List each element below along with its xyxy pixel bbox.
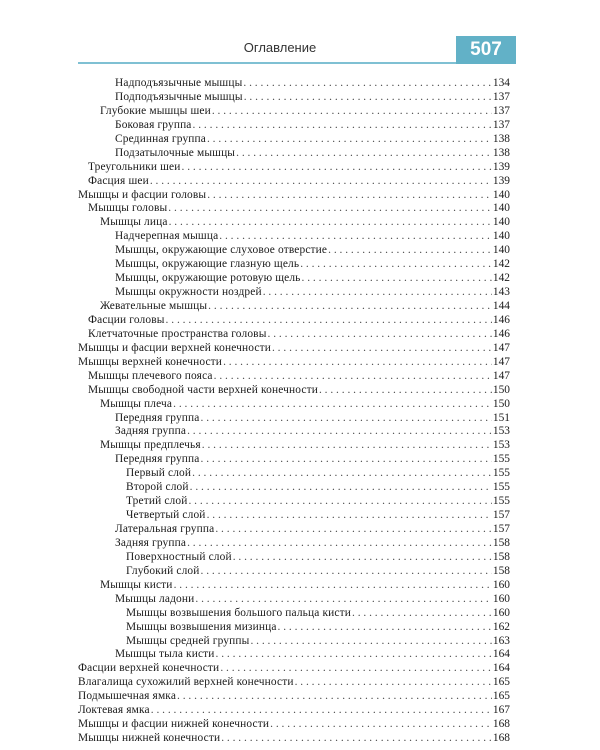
toc-entry-title: Мышцы окружности ноздрей (115, 286, 262, 299)
toc-entry-page: 142 (492, 258, 510, 271)
dot-leader (169, 216, 492, 230)
toc-entry (78, 119, 510, 133)
toc-entry (78, 467, 510, 481)
toc-entry-page: 150 (492, 383, 510, 396)
toc-entry (78, 356, 510, 370)
dot-leader (190, 481, 492, 495)
toc-entry-page: 155 (492, 481, 510, 494)
dot-leader (221, 732, 492, 746)
toc-entry (78, 523, 510, 537)
toc-entry-page: 153 (492, 425, 510, 438)
toc-entry (78, 384, 510, 398)
toc-entry-title: Влагалища сухожилий верхней конечности (78, 676, 294, 689)
toc-entry-page: 139 (492, 174, 510, 187)
toc-entry (78, 495, 510, 509)
toc-entry (78, 216, 510, 230)
toc-entry-title: Срединная группа (115, 132, 206, 145)
dot-leader (207, 189, 492, 203)
toc-entry-title: Передняя группа (115, 411, 200, 424)
page-header (0, 0, 600, 70)
page-number: 507 (456, 36, 516, 64)
toc-entry-title: Жевательные мышцы (100, 300, 208, 312)
toc-entry-page: 165 (492, 690, 510, 703)
dot-leader (328, 244, 492, 258)
toc-entry-page: 140 (492, 244, 510, 257)
dot-leader (193, 119, 492, 133)
toc-entry (78, 579, 510, 593)
toc-entry (78, 77, 510, 91)
toc-entry-page: 151 (492, 411, 510, 424)
toc-entry (78, 565, 510, 579)
dot-leader (223, 356, 492, 370)
toc-entry-title: Подподъязычные мышцы (115, 90, 243, 103)
toc-entry-page: 134 (492, 77, 510, 89)
dot-leader (195, 593, 492, 607)
dot-leader (236, 147, 492, 161)
toc-entry (78, 593, 510, 607)
toc-entry-title: Фасции верхней конечности (78, 662, 220, 675)
toc-entry (78, 105, 510, 119)
toc-entry (78, 425, 510, 439)
toc-entry (78, 537, 510, 551)
dot-leader (187, 537, 492, 551)
toc-entry-page: 138 (492, 132, 510, 145)
dot-leader (201, 565, 492, 579)
toc-entry-page: 168 (492, 718, 510, 731)
toc-entry (78, 314, 510, 328)
toc-entry (78, 635, 510, 649)
toc-entry (78, 509, 510, 523)
toc-entry-page: 158 (492, 550, 510, 563)
toc-entry-page: 167 (492, 704, 510, 717)
toc-entry-title: Мышцы нижней конечности (78, 732, 221, 745)
toc-entry-page: 139 (492, 160, 510, 173)
toc-entry-page: 157 (492, 523, 510, 535)
toc-entry-title: Мышцы тыла кисти (115, 648, 215, 661)
toc-entry-page: 140 (492, 216, 510, 229)
dot-leader (233, 551, 492, 565)
toc-entry-page: 137 (492, 90, 510, 103)
dot-leader (187, 425, 492, 439)
toc-entry-title: Поверхностный слой (126, 550, 232, 563)
toc-entry-title: Мышцы предплечья (100, 439, 201, 452)
toc-entry-title: Мышцы возвышения большого пальца кисти (126, 606, 351, 619)
toc-entry-page: 168 (492, 732, 510, 745)
toc-entry-page: 158 (492, 564, 510, 577)
toc-entry-page: 155 (492, 495, 510, 508)
dot-leader (207, 133, 492, 147)
dot-leader (192, 467, 492, 481)
toc-entry-title: Клетчаточные пространства головы (88, 327, 267, 340)
toc-entry-title: Латеральная группа (115, 523, 215, 535)
toc-entry-page: 140 (492, 188, 510, 201)
toc-entry-title: Мышцы верхней конечности (78, 355, 223, 368)
toc-entry-page: 153 (492, 439, 510, 452)
dot-leader (319, 384, 492, 398)
dot-leader (151, 704, 492, 718)
toc-entry-title: Надподъязычные мышцы (115, 77, 243, 89)
toc-entry (78, 718, 510, 732)
toc-entry-page: 138 (492, 146, 510, 159)
toc-entry-title: Третий слой (126, 495, 188, 508)
toc-entry-page: 164 (492, 648, 510, 661)
dot-leader (263, 286, 492, 300)
dot-leader (244, 91, 492, 105)
dot-leader (202, 439, 492, 453)
toc-entry-page: 155 (492, 453, 510, 466)
toc-entry (78, 328, 510, 342)
toc-entry (78, 244, 510, 258)
toc-entry (78, 189, 510, 203)
toc-entry-title: Мышцы, окружающие ротовую щель (115, 272, 301, 285)
toc-entry-page: 160 (492, 578, 510, 591)
toc-entry-title: Мышцы возвышения мизинца (126, 620, 277, 633)
toc-entry-title: Мышцы и фасции верхней конечности (78, 341, 271, 354)
toc-entry (78, 398, 510, 412)
toc-entry-title: Глубокие мышцы шеи (100, 104, 211, 117)
toc-entry (78, 481, 510, 495)
toc-entry (78, 342, 510, 356)
toc-entry-title: Мышцы средней группы (126, 634, 250, 647)
running-title: Оглавление (243, 40, 317, 55)
toc-entry-page: 163 (492, 634, 510, 647)
dot-leader (214, 370, 492, 384)
dot-leader (270, 718, 492, 732)
toc-entry-page: 155 (492, 467, 510, 480)
toc-entry-title: Первый слой (126, 467, 192, 480)
toc-entry-title: Мышцы свободной части верхней конечности (88, 383, 318, 396)
dot-leader (174, 579, 492, 593)
toc-entry-page: 137 (492, 118, 510, 131)
toc-entry (78, 202, 510, 216)
dot-leader (352, 607, 492, 621)
dot-leader (216, 648, 492, 662)
dot-leader (201, 412, 492, 426)
toc-entry-title: Глубокий слой (126, 564, 200, 577)
toc-entry-page: 137 (492, 104, 510, 117)
toc-entry-title: Мышцы головы (88, 202, 168, 215)
toc-entry-title: Мышцы ладони (115, 592, 195, 605)
dot-leader (168, 202, 492, 216)
toc-entry-page: 147 (492, 369, 510, 382)
toc-entry (78, 662, 510, 676)
toc-entry-title: Мышцы и фасции головы (78, 188, 207, 201)
toc-entry-page: 140 (492, 202, 510, 215)
dot-leader (300, 258, 492, 272)
toc-entry-page: 144 (492, 300, 510, 312)
toc-entry-title: Второй слой (126, 481, 189, 494)
toc-entry-title: Фасции головы (88, 313, 165, 326)
toc-entry-title: Мышцы лица (100, 216, 168, 229)
toc-entry (78, 412, 510, 426)
dot-leader (215, 523, 492, 537)
dot-leader (295, 676, 492, 690)
toc-entry (78, 453, 510, 467)
dot-leader (212, 105, 492, 119)
toc-entry (78, 704, 510, 718)
toc-entry-title: Мышцы, окружающие глазную щель (115, 258, 300, 271)
toc-entry-title: Мышцы и фасции нижней конечности (78, 718, 270, 731)
toc-entry-title: Треугольники шеи (88, 160, 181, 173)
toc-entry-title: Фасция шеи (88, 174, 149, 187)
toc-entry-page: 143 (492, 286, 510, 299)
toc-entry (78, 91, 510, 105)
toc-entry (78, 175, 510, 189)
toc-entry (78, 370, 510, 384)
dot-leader (278, 621, 492, 635)
toc-entry (78, 690, 510, 704)
toc-entry-title: Мышцы плеча (100, 397, 173, 410)
toc-entry-title: Мышцы, окружающие слуховое отверстие (115, 244, 328, 257)
toc-entry-title: Мышцы плечевого пояса (88, 369, 213, 382)
dot-leader (272, 342, 492, 356)
dot-leader (166, 314, 492, 328)
toc-entry-page: 157 (492, 509, 510, 522)
toc-entry-title: Передняя группа (115, 453, 200, 466)
dot-leader (173, 398, 492, 412)
dot-leader (150, 175, 492, 189)
toc-entry (78, 676, 510, 690)
toc-entry-title: Надчерепная мышца (115, 230, 219, 243)
dot-leader (219, 230, 492, 244)
toc-entry (78, 648, 510, 662)
table-of-contents (78, 77, 510, 746)
toc-entry-page: 140 (492, 230, 510, 243)
toc-entry-page: 162 (492, 620, 510, 633)
toc-entry-page: 158 (492, 536, 510, 549)
toc-entry (78, 161, 510, 175)
toc-entry-page: 165 (492, 676, 510, 689)
dot-leader (207, 509, 492, 523)
toc-entry-title: Задняя группа (115, 536, 187, 549)
dot-leader (201, 453, 492, 467)
dot-leader (188, 495, 491, 509)
toc-entry (78, 300, 510, 314)
toc-entry-page: 150 (492, 397, 510, 410)
toc-entry (78, 147, 510, 161)
toc-entry (78, 258, 510, 272)
toc-entry-page: 147 (492, 341, 510, 354)
toc-entry-page: 146 (492, 313, 510, 326)
toc-entry (78, 607, 510, 621)
dot-leader (250, 635, 491, 649)
dot-leader (182, 161, 492, 175)
toc-entry-title: Локтевая ямка (78, 704, 150, 717)
toc-entry-page: 146 (492, 327, 510, 340)
toc-entry (78, 230, 510, 244)
toc-entry-title: Подзатылочные мышцы (115, 146, 236, 159)
toc-entry (78, 133, 510, 147)
toc-entry-title: Подмышечная ямка (78, 690, 177, 703)
toc-entry (78, 551, 510, 565)
dot-leader (302, 272, 492, 286)
dot-leader (243, 77, 492, 91)
header-rule (78, 62, 458, 64)
toc-entry (78, 732, 510, 746)
toc-entry-title: Мышцы кисти (100, 578, 173, 591)
toc-entry-page: 142 (492, 272, 510, 285)
toc-entry-title: Боковая группа (115, 118, 192, 131)
toc-entry-page: 160 (492, 592, 510, 605)
toc-entry-title: Четвертый слой (126, 509, 206, 522)
toc-entry (78, 439, 510, 453)
toc-entry (78, 286, 510, 300)
dot-leader (177, 690, 492, 704)
toc-entry-page: 160 (492, 606, 510, 619)
toc-entry (78, 272, 510, 286)
toc-entry-page: 147 (492, 355, 510, 368)
toc-entry-title: Задняя группа (115, 425, 187, 438)
dot-leader (268, 328, 492, 342)
toc-entry-page: 164 (492, 662, 510, 675)
dot-leader (208, 300, 492, 314)
dot-leader (220, 662, 492, 676)
toc-entry (78, 621, 510, 635)
